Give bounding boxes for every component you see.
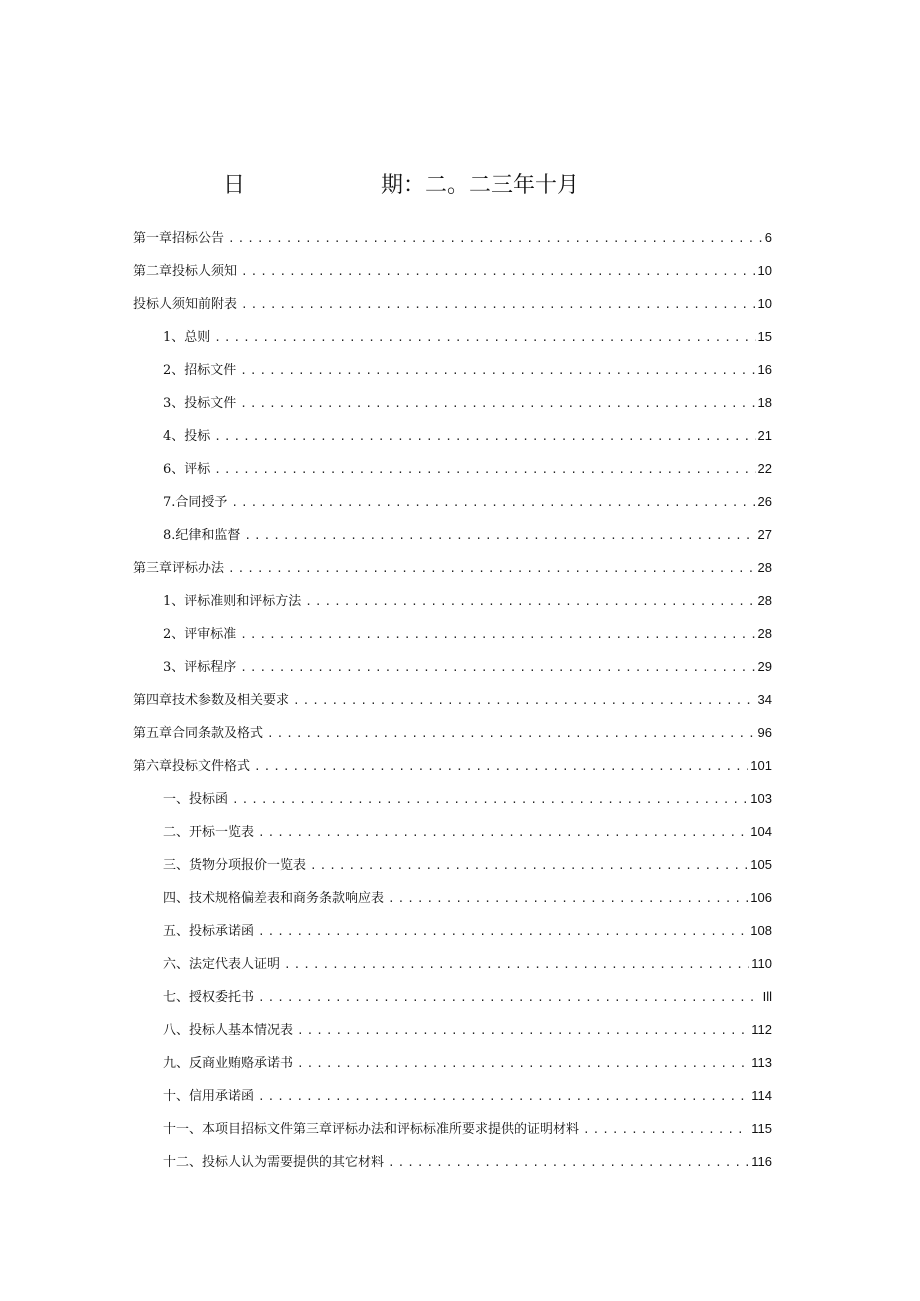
toc-leader-dots	[240, 359, 755, 383]
toc-entry[interactable]	[0, 1084, 920, 1108]
toc-entry-page: 21	[757, 428, 772, 443]
toc-entry-title: 一、投标函	[163, 792, 229, 807]
toc-leader-dots	[231, 491, 755, 515]
toc-entry-title: 第二章投标人须知	[133, 264, 238, 279]
toc-entry-title: 1、总则	[163, 330, 211, 345]
toc-entry-page: 10	[757, 296, 772, 311]
toc-entry-page: 22	[757, 461, 772, 476]
toc-entry[interactable]	[0, 259, 920, 283]
toc-entry-page: 27	[757, 527, 772, 542]
toc-entry[interactable]	[0, 226, 920, 250]
toc-entry[interactable]	[0, 787, 920, 811]
toc-entry-title: 第五章合同条款及格式	[133, 726, 264, 741]
toc-entry[interactable]	[0, 919, 920, 943]
toc-leader-dots	[254, 755, 748, 779]
toc-leader-dots	[214, 425, 755, 449]
date-label: 日	[223, 173, 246, 198]
toc-entry[interactable]	[0, 589, 920, 613]
toc-entry-page: 112	[751, 1022, 772, 1037]
toc-entry-title: 四、技术规格偏差表和商务条款响应表	[163, 891, 385, 906]
toc-entry-page: 115	[751, 1121, 772, 1136]
toc-entry[interactable]	[0, 853, 920, 877]
toc-entry[interactable]	[0, 655, 920, 679]
toc-entry-page: 28	[757, 626, 772, 641]
toc-entry-title: 6、评标	[163, 462, 211, 477]
toc-entry-title: 第三章评标办法	[133, 561, 225, 576]
toc-entry[interactable]	[0, 754, 920, 778]
toc-entry-title: 7.合同授予	[163, 495, 228, 510]
toc-entry-page: 108	[750, 923, 772, 938]
toc-leader-dots	[388, 1151, 749, 1175]
toc-entry-title: 投标人须知前附表	[133, 297, 238, 312]
toc-entry-title: 8.纪律和监督	[163, 528, 241, 543]
toc-entry-title: 2、招标文件	[163, 363, 237, 378]
toc-entry-title: 五、投标承诺函	[163, 924, 255, 939]
toc-entry-title: 七、授权委托书	[163, 990, 255, 1005]
toc-leader-dots	[241, 260, 756, 284]
toc-entry[interactable]	[0, 622, 920, 646]
toc-entry-page: 15	[757, 329, 772, 344]
toc-entry[interactable]	[0, 952, 920, 976]
toc-entry[interactable]	[0, 820, 920, 844]
toc-leader-dots	[258, 821, 748, 845]
toc-entry-page: 104	[750, 824, 772, 839]
toc-entry[interactable]	[0, 424, 920, 448]
toc-entry-page: 18	[757, 395, 772, 410]
toc-entry-page: 28	[757, 560, 772, 575]
toc-entry[interactable]	[0, 523, 920, 547]
toc-entry-page: 101	[750, 758, 772, 773]
toc-entry-page: 6	[764, 230, 772, 245]
toc-entry-title: 十、信用承诺函	[163, 1089, 255, 1104]
toc-leader-dots	[240, 392, 755, 416]
toc-entry-page: 106	[750, 890, 772, 905]
toc-leader-dots	[228, 557, 756, 581]
toc-entry[interactable]	[0, 358, 920, 382]
toc-entry-page: 110	[751, 956, 772, 971]
toc-entry[interactable]	[0, 886, 920, 910]
toc-entry[interactable]	[0, 1051, 920, 1075]
toc-entry-title: 十二、投标人认为需要提供的其它材料	[163, 1155, 385, 1170]
toc-leader-dots	[284, 953, 749, 977]
toc-leader-dots	[583, 1118, 749, 1142]
toc-entry-title: 2、评审标准	[163, 627, 237, 642]
toc-entry-page: Ill	[762, 989, 772, 1004]
date-line	[0, 168, 920, 202]
toc-entry-page: 10	[757, 263, 772, 278]
toc-entry-title: 二、开标一览表	[163, 825, 255, 840]
toc-entry-title: 4、投标	[163, 429, 211, 444]
toc-leader-dots	[240, 623, 755, 647]
toc-leader-dots	[241, 293, 756, 317]
toc-leader-dots	[228, 227, 763, 251]
toc-entry-page: 26	[757, 494, 772, 509]
toc-entry-title: 3、投标文件	[163, 396, 237, 411]
toc-entry-page: 96	[757, 725, 772, 740]
toc-entry-title: 九、反商业贿赂承诺书	[163, 1056, 294, 1071]
toc-entry-title: 第一章招标公告	[133, 231, 225, 246]
toc-entry[interactable]	[0, 721, 920, 745]
toc-entry-title: 十一、本项目招标文件第三章评标办法和评标标准所要求提供的证明材料	[163, 1122, 580, 1137]
toc-leader-dots	[244, 524, 755, 548]
toc-entry[interactable]	[0, 391, 920, 415]
toc-entry[interactable]	[0, 556, 920, 580]
toc-entry-title: 1、评标准则和评标方法	[163, 594, 302, 609]
toc-entry-page: 16	[757, 362, 772, 377]
toc-entry[interactable]	[0, 1150, 920, 1174]
toc-entry-title: 第六章投标文件格式	[133, 759, 251, 774]
toc-entry[interactable]	[0, 490, 920, 514]
toc-entry-title: 第四章技术参数及相关要求	[133, 693, 290, 708]
toc-leader-dots	[388, 887, 748, 911]
toc-entry-title: 六、法定代表人证明	[163, 957, 281, 972]
toc-leader-dots	[293, 689, 756, 713]
date-value: 期：二。二三年十月	[381, 173, 580, 198]
toc-entry-page: 105	[750, 857, 772, 872]
toc-leader-dots	[240, 656, 755, 680]
toc-entry-page: 116	[751, 1154, 772, 1169]
toc-entry[interactable]	[0, 325, 920, 349]
toc-leader-dots	[258, 986, 761, 1010]
toc-leader-dots	[258, 920, 748, 944]
toc-leader-dots	[267, 722, 756, 746]
toc-entry-page: 113	[751, 1055, 772, 1070]
toc-entry-page: 28	[757, 593, 772, 608]
toc-entry[interactable]	[0, 1117, 920, 1141]
toc-leader-dots	[258, 1085, 749, 1109]
toc-entry[interactable]	[0, 457, 920, 481]
toc-leader-dots	[232, 788, 748, 812]
toc-entry-page: 114	[751, 1088, 772, 1103]
toc-entry[interactable]	[0, 292, 920, 316]
toc-leader-dots	[310, 854, 748, 878]
toc-leader-dots	[214, 326, 755, 350]
toc-entry-page: 29	[757, 659, 772, 674]
toc-leader-dots	[297, 1019, 749, 1043]
toc-entry[interactable]	[0, 688, 920, 712]
toc-leader-dots	[297, 1052, 749, 1076]
toc-entry[interactable]	[0, 1018, 920, 1042]
toc-entry-title: 3、评标程序	[163, 660, 237, 675]
toc-leader-dots	[214, 458, 755, 482]
toc-entry-page: 34	[757, 692, 772, 707]
toc-leader-dots	[305, 590, 755, 614]
toc-entry-title: 八、投标人基本情况表	[163, 1023, 294, 1038]
toc-entry[interactable]	[0, 985, 920, 1009]
toc-entry-title: 三、货物分项报价一览表	[163, 858, 307, 873]
toc-entry-page: 103	[750, 791, 772, 806]
